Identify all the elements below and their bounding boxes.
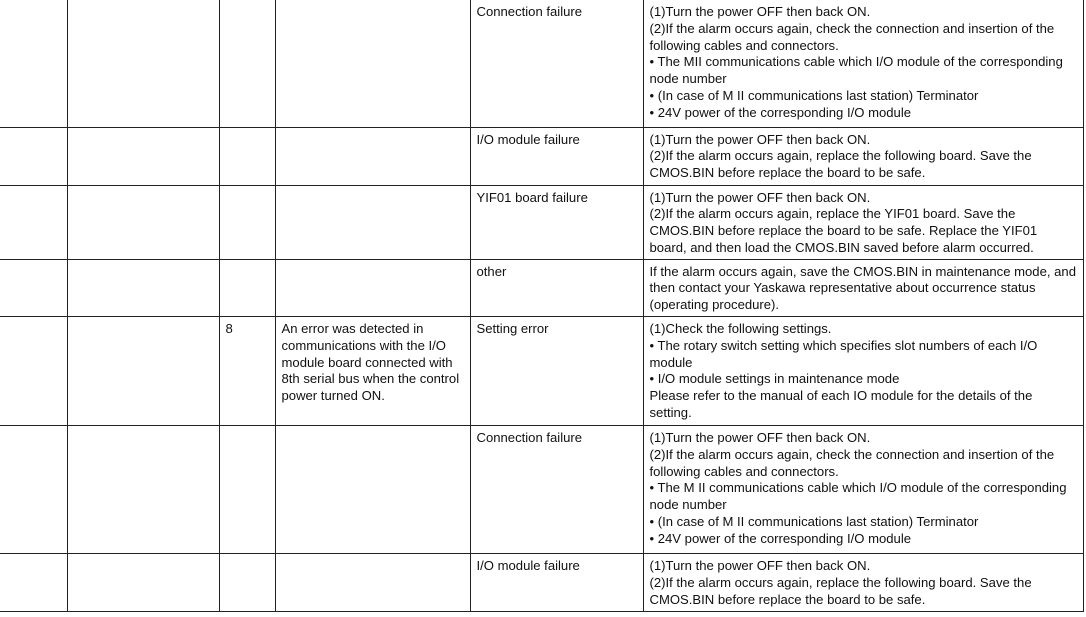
cause-cell: Connection failure <box>470 0 643 127</box>
alarm-name-cell <box>67 127 219 185</box>
table-row <box>0 127 1083 185</box>
remedy-line: • (In case of M II communications last station) Terminator <box>649 514 979 530</box>
table-row <box>0 426 1083 554</box>
meaning-cell <box>275 259 470 316</box>
remedy-line: • (In case of M II communications last station) Terminator <box>649 87 979 103</box>
remedy-line: • The M II communications cable which I/O module of the corresponding node number <box>649 480 1071 513</box>
remedy-line: (1)Turn the power OFF then back ON. <box>649 131 871 147</box>
remedy-line: (1)Turn the power OFF then back ON. <box>649 189 871 205</box>
alarm-name-cell <box>67 554 219 612</box>
remedy-cell <box>643 317 1083 426</box>
remedy-cell <box>643 127 1083 185</box>
meaning-cell <box>275 426 470 554</box>
cause-cell: Connection failure <box>470 426 643 554</box>
remedy-line: • I/O module settings in maintenance mode <box>649 371 900 387</box>
cause-cell: other <box>470 259 643 316</box>
table-row <box>0 317 1083 426</box>
remedy-line: (2)If the alarm occurs again, replace the following board. Save the CMOS.BIN before replace the board to be safe. <box>649 148 1036 181</box>
alarm-number-cell <box>0 554 67 612</box>
remedy-line: (2)If the alarm occurs again, check the connection and insertion of the following cables and connectors. <box>649 20 1058 53</box>
sub-code-cell <box>219 0 275 127</box>
alarm-number-cell <box>0 259 67 316</box>
remedy-cell <box>643 426 1083 554</box>
remedy-line: (2)If the alarm occurs again, replace the following board. Save the CMOS.BIN before replace the board to be safe. <box>649 574 1036 607</box>
remedy-line: (1)Check the following settings. <box>649 321 832 337</box>
remedy-line: Please refer to the manual of each IO module for the details of the setting. <box>649 388 1036 421</box>
remedy-line: (1)Turn the power OFF then back ON. <box>649 4 871 19</box>
alarm-name-cell <box>67 0 219 127</box>
alarm-number-cell <box>0 185 67 259</box>
alarm-name-cell <box>67 317 219 426</box>
sub-code-cell <box>219 554 275 612</box>
alarm-number-cell <box>0 317 67 426</box>
sub-code-cell <box>219 185 275 259</box>
cause-cell: I/O module failure <box>470 554 643 612</box>
sub-code-cell <box>219 426 275 554</box>
sub-code-cell <box>219 127 275 185</box>
remedy-cell <box>643 0 1083 127</box>
remedy-line: • 24V power of the corresponding I/O module <box>649 530 912 546</box>
sub-code-cell: 8 <box>219 317 275 426</box>
remedy-line: • The rotary switch setting which specifies slot numbers of each I/O module <box>649 337 1042 370</box>
table-row <box>0 259 1083 316</box>
table-row <box>0 0 1083 127</box>
remedy-line: (2)If the alarm occurs again, check the connection and insertion of the following cables and connectors. <box>649 446 1058 479</box>
meaning-cell <box>275 554 470 612</box>
meaning-cell <box>275 127 470 185</box>
meaning-cell <box>275 0 470 127</box>
remedy-line: (1)Turn the power OFF then back ON. <box>649 558 871 574</box>
remedy-line: (1)Turn the power OFF then back ON. <box>649 430 871 446</box>
meaning-cell: An error was detected in communications with the I/O module board connected with 8th serial bus when the control power turned ON. <box>275 317 470 426</box>
remedy-line: • 24V power of the corresponding I/O module <box>649 104 912 120</box>
cause-cell: Setting error <box>470 317 643 426</box>
sub-code-cell <box>219 259 275 316</box>
table-row <box>0 185 1083 259</box>
table-row <box>0 554 1083 612</box>
alarm-number-cell <box>0 0 67 127</box>
alarm-number-cell <box>0 127 67 185</box>
alarm-name-cell <box>67 426 219 554</box>
remedy-cell <box>643 185 1083 259</box>
remedy-line: • The MII communications cable which I/O module of the corresponding node number <box>649 54 1067 87</box>
remedy-line: If the alarm occurs again, save the CMOS.BIN in maintenance mode, and then contact your Yaskawa representative about occurrence status (operating procedure). <box>649 263 1080 313</box>
remedy-line: (2)If the alarm occurs again, replace the YIF01 board. Save the CMOS.BIN before replace the board to be safe. Replace the YIF01 board, and then load the CMOS.BIN saved before alarm occurred. <box>649 206 1041 255</box>
remedy-cell <box>643 259 1083 316</box>
alarm-name-cell <box>67 185 219 259</box>
remedy-cell <box>643 554 1083 612</box>
cause-cell: YIF01 board failure <box>470 185 643 259</box>
alarm-name-cell <box>67 259 219 316</box>
meaning-cell <box>275 185 470 259</box>
cause-cell: I/O module failure <box>470 127 643 185</box>
alarm-number-cell <box>0 426 67 554</box>
